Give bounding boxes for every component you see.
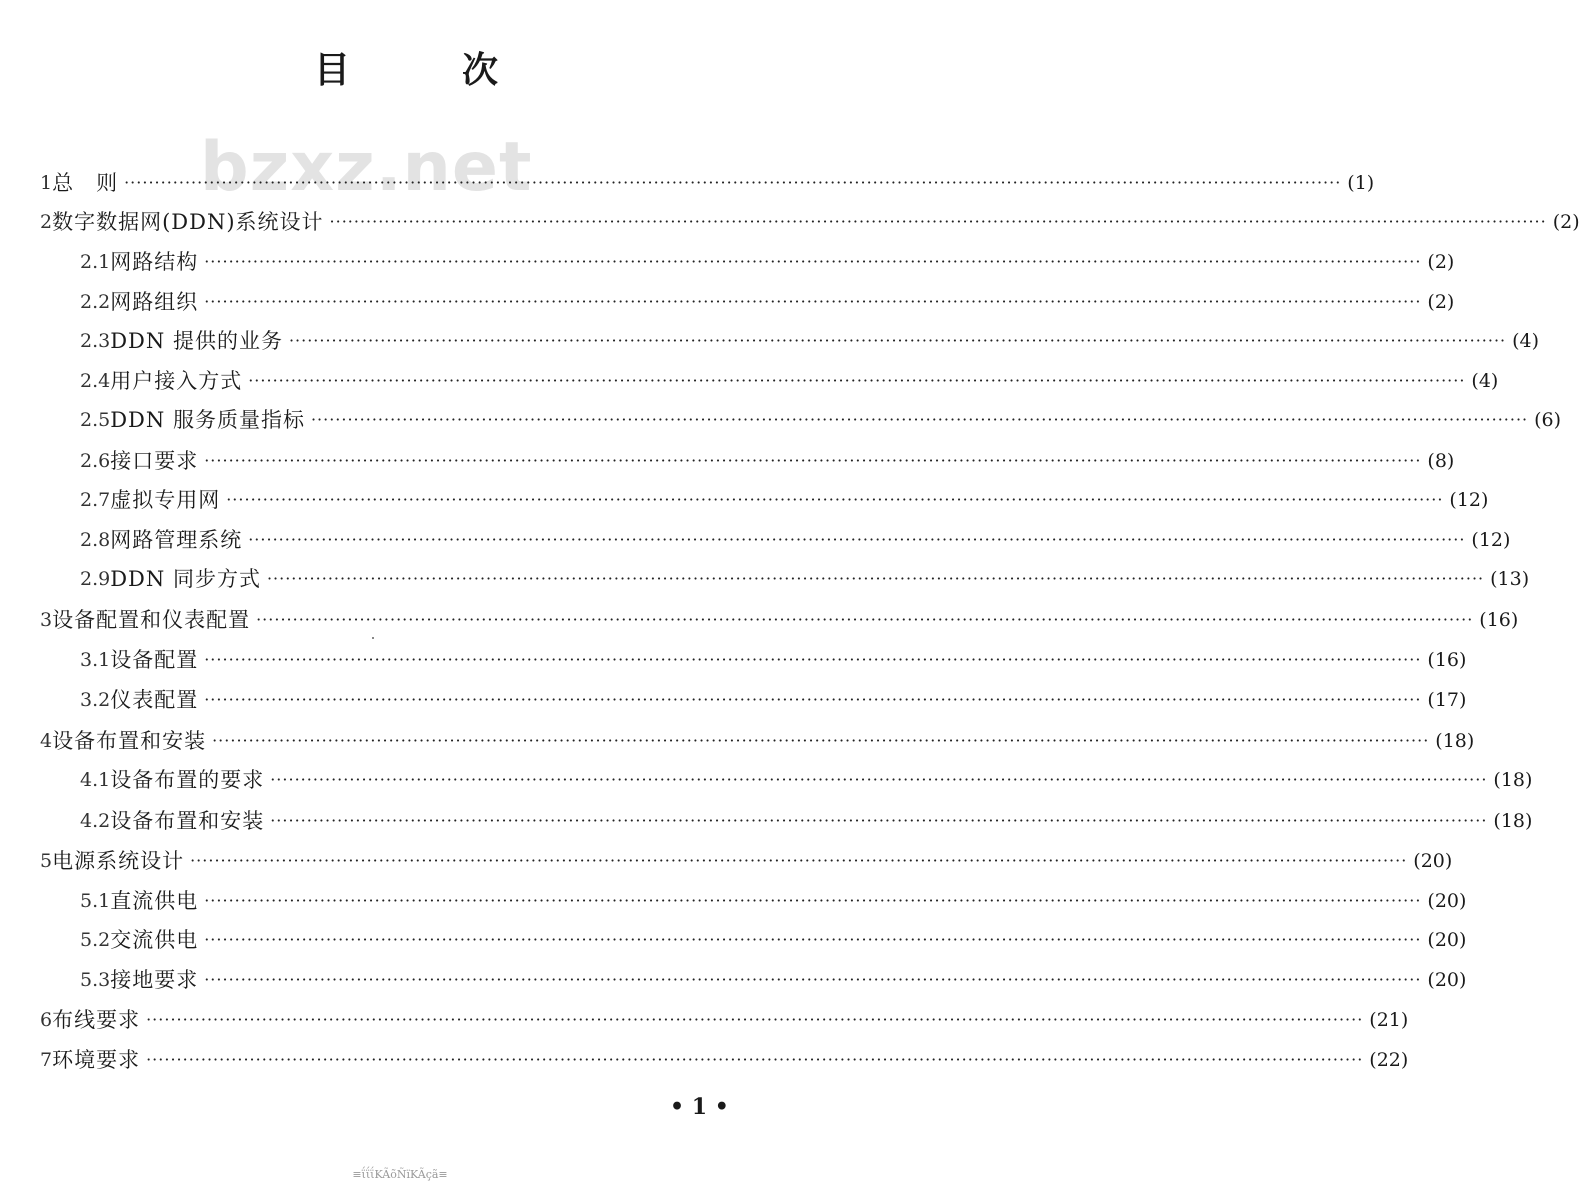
toc-entry-page: (18) [1493, 769, 1533, 791]
toc-entry[interactable] [40, 1045, 1409, 1075]
toc-entry[interactable] [40, 605, 1519, 635]
toc-entry[interactable] [80, 405, 1562, 435]
toc-entry-label: 电源系统设计 [52, 849, 185, 873]
toc-entry[interactable] [80, 765, 1533, 795]
toc-entry-number: 4 [40, 730, 53, 752]
toc-entry-number: 2.7 [80, 489, 111, 511]
toc-entry-label: 设备配置和仪表配置 [52, 608, 251, 632]
toc-entry[interactable] [40, 846, 1453, 876]
toc-entry-page: (12) [1449, 489, 1489, 511]
page-number: • 1 • [670, 1094, 729, 1120]
toc-entry-page: (22) [1369, 1049, 1409, 1071]
toc-entry-number: 2.8 [80, 529, 111, 551]
toc-entry-label: 网路管理系统 [110, 528, 243, 552]
toc-entry-page: (1) [1347, 172, 1375, 194]
toc-entry-label: 接口要求 [110, 449, 199, 473]
toc-entry-label: 设备布置和安装 [110, 809, 265, 833]
title-char-1: 目 [314, 50, 351, 91]
toc-entry[interactable] [40, 726, 1475, 756]
toc-entry-label: 接地要求 [110, 968, 199, 992]
leader-dots: ········································································································································································································ [329, 212, 1547, 231]
toc-entry[interactable] [80, 525, 1511, 555]
toc-entry[interactable] [80, 806, 1533, 836]
toc-entry-number: 1 [40, 172, 53, 194]
toc-entry-page: (6) [1534, 409, 1562, 431]
leader-dots: ········································································································································································································ [226, 490, 1444, 509]
leader-dots: ········································································································································································································ [256, 610, 1474, 629]
toc-entry-label: DDN 服务质量指标 [110, 408, 305, 432]
toc-entry-page: (18) [1435, 730, 1475, 752]
leader-dots: ········································································································································································································ [204, 690, 1422, 709]
leader-dots: ········································································································································································································ [288, 331, 1507, 350]
toc-entry-number: 3 [40, 609, 53, 631]
footer-text: ≡ΐΐΐKÃõÑïKÃçã≡ [352, 1168, 448, 1181]
title-char-2: 次 [462, 50, 499, 91]
toc-entry-page: (2) [1552, 211, 1580, 233]
toc-entry-label: DDN 同步方式 [110, 567, 261, 591]
toc-entry-number: 5 [40, 850, 53, 872]
toc-entry-page: (8) [1427, 450, 1455, 472]
toc-entry[interactable] [80, 446, 1455, 476]
toc-entry-label: 网路结构 [110, 250, 199, 274]
leader-dots: ········································································································································································································ [204, 252, 1422, 271]
toc-entry-label: 环境要求 [52, 1048, 141, 1072]
toc-entry[interactable] [80, 564, 1530, 594]
toc-entry[interactable] [80, 326, 1540, 356]
watermark: bzxz.net [200, 128, 533, 207]
leader-dots: ········································································································································································································ [204, 292, 1422, 311]
toc-entry-number: 2.6 [80, 450, 111, 472]
toc-entry-label: DDN 提供的业务 [110, 329, 283, 353]
toc-entry-label: 数字数据网(DDN)系统设计 [52, 210, 324, 234]
toc-entry[interactable] [80, 685, 1467, 715]
toc-entry-number: 4.1 [80, 769, 111, 791]
leader-dots: ········································································································································································································ [204, 451, 1422, 470]
toc-entry-label: 网路组织 [110, 290, 199, 314]
leader-dots: ········································································································································································································ [270, 770, 1488, 789]
toc-entry-page: (2) [1427, 291, 1455, 313]
toc-entry-page: (2) [1427, 251, 1455, 273]
leader-dots: ········································································································································································································ [248, 530, 1466, 549]
toc-entry-number: 2.1 [80, 251, 111, 273]
toc-entry-number: 7 [40, 1049, 53, 1071]
toc-entry-page: (4) [1512, 330, 1540, 352]
toc-entry-number: 2.2 [80, 291, 111, 313]
toc-entry-label: 用户接入方式 [110, 369, 243, 393]
scan-speck [372, 637, 374, 639]
toc-entry-label: 设备布置的要求 [110, 768, 265, 792]
leader-dots: ········································································································································································································ [212, 731, 1430, 750]
toc-entry-number: 5.1 [80, 890, 111, 912]
leader-dots: ········································································································································································································ [146, 1010, 1364, 1029]
toc-entry-label: 虚拟专用网 [110, 488, 221, 512]
toc-entry-number: 6 [40, 1009, 53, 1031]
toc-entry-page: (20) [1427, 969, 1467, 991]
toc-entry-label: 设备布置和安装 [52, 729, 207, 753]
toc-entry-number: 2 [40, 211, 53, 233]
toc-entry-number: 2.5 [80, 409, 111, 431]
toc-entry[interactable] [40, 1005, 1409, 1035]
toc-entry[interactable] [80, 965, 1467, 995]
toc-entry[interactable] [80, 247, 1455, 277]
toc-entry-number: 2.4 [80, 370, 111, 392]
toc-entry-label: 交流供电 [110, 928, 199, 952]
toc-entry-page: (17) [1427, 689, 1467, 711]
toc-entry-page: (12) [1471, 529, 1511, 551]
leader-dots: ········································································································································································································ [190, 851, 1408, 870]
toc-entry-page: (20) [1413, 850, 1453, 872]
toc-entry-number: 5.2 [80, 929, 111, 951]
toc-entry-number: 3.1 [80, 649, 111, 671]
leader-dots: ········································································································································································································ [266, 569, 1485, 588]
toc-entry-label: 直流供电 [110, 889, 199, 913]
toc-entry-page: (16) [1479, 609, 1519, 631]
toc-entry[interactable] [80, 287, 1455, 317]
toc-entry-number: 3.2 [80, 689, 111, 711]
toc-entry[interactable] [80, 886, 1467, 916]
page-title [0, 42, 800, 92]
leader-dots: ········································································································································································································ [204, 930, 1422, 949]
toc-entry-page: (21) [1369, 1009, 1409, 1031]
toc-entry-number: 2.3 [80, 330, 111, 352]
toc-entry[interactable] [80, 366, 1499, 396]
toc-entry[interactable] [40, 168, 1375, 198]
toc-entry-label: 设备配置 [110, 648, 199, 672]
toc-entry-label: 总 则 [52, 171, 119, 195]
toc-entry-page: (18) [1493, 810, 1533, 832]
leader-dots: ········································································································································································································ [270, 811, 1488, 830]
leader-dots: ········································································································································································································ [204, 891, 1422, 910]
toc-entry[interactable] [40, 207, 1580, 237]
leader-dots: ········································································································································································································ [204, 970, 1422, 989]
toc-entry-label: 仪表配置 [110, 688, 199, 712]
leader-dots: ········································································································································································································ [204, 650, 1422, 669]
toc-entry[interactable] [80, 645, 1467, 675]
leader-dots: ········································································································································································································ [146, 1050, 1364, 1069]
toc-entry-number: 4.2 [80, 810, 111, 832]
toc-entry-page: (20) [1427, 890, 1467, 912]
toc-entry-page: (4) [1471, 370, 1499, 392]
toc-entry-number: 5.3 [80, 969, 111, 991]
toc-entry-label: 布线要求 [52, 1008, 141, 1032]
leader-dots: ········································································································································································································ [248, 371, 1466, 390]
toc-entry-page: (16) [1427, 649, 1467, 671]
toc-entry-number: 2.9 [80, 568, 111, 590]
toc-entry[interactable] [80, 485, 1489, 515]
toc-entry-page: (20) [1427, 929, 1467, 951]
leader-dots: ········································································································································································································ [124, 173, 1342, 192]
leader-dots: ········································································································································································································ [310, 410, 1529, 429]
toc-entry-page: (13) [1490, 568, 1530, 590]
toc-entry[interactable] [80, 925, 1467, 955]
